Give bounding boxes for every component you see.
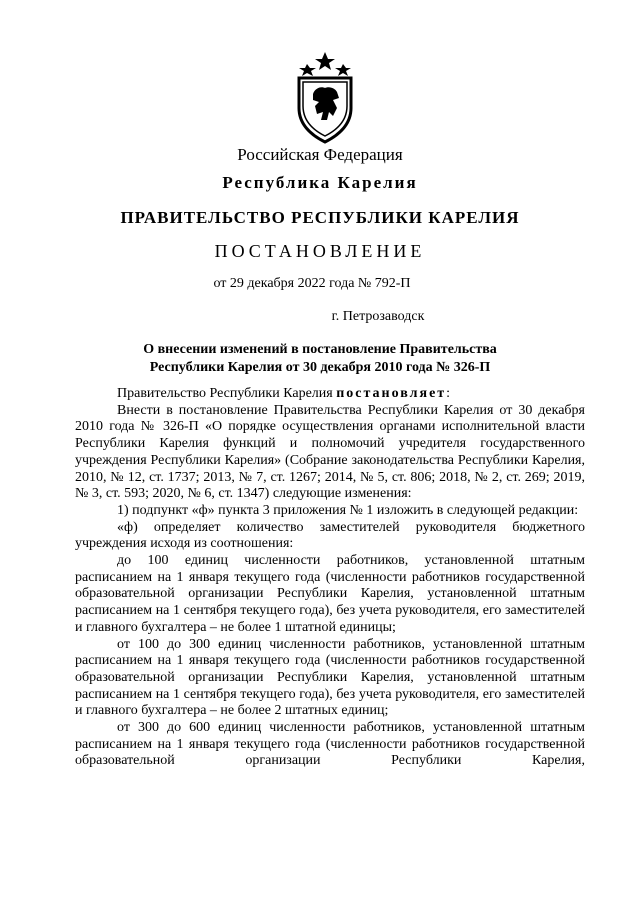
republic-name: Республика Карелия: [222, 173, 418, 192]
document-date-number: от 29 декабря 2022 года № 792-П: [213, 276, 411, 291]
country-name: Российская Федерация: [237, 145, 403, 164]
paragraph-1: Внести в постановление Правительства Республики Карелия от 30 декабря 2010 года № 326-П «О порядке осуществления органами исполнительной власти Республики Карелия функций и полномочий учредителя государственного учреждения Республики Карелия» (Собрание законодательства Республики Карелия, 2010, № 12, ст. 1737; 2013, № 7, ст. 1267; 2014, № 5, ст. 806; 2018, № 2, ст. 269; 2019, № 3, ст. 593; 2020, № 6, ст. 1347) следующие изменения:: [75, 402, 585, 502]
document-title: [52, 341, 588, 377]
document-city: г. Петрозаводск: [331, 309, 425, 324]
title-line-2: Республики Карелия от 30 декабря 2010 года № 326-П: [149, 360, 491, 375]
document-body: [75, 386, 585, 770]
karelia-coat-of-arms-icon: [293, 50, 357, 144]
resolution-paragraph: [75, 386, 585, 403]
resolution-suffix: :: [446, 386, 451, 401]
resolution-verb: постановляет: [336, 386, 447, 401]
title-line-1: О внесении изменений в постановление Правительства: [143, 342, 497, 357]
paragraph-3: «ф) определяет количество заместителей руководителя бюджетного учреждения исходя из соотношения:: [75, 519, 585, 552]
paragraph-2: 1) подпункт «ф» пункта 3 приложения № 1 изложить в следующей редакции:: [117, 502, 579, 518]
paragraph-4: до 100 единиц численности работников, установленной штатным расписанием на 1 января текущего года (численности работников государственной образовательной организации Республики Карелия, установленной штатным расписанием на 1 сентября текущего года), без учета руководителя, его заместителей и главного бухгалтера – не более 1 штатной единицы;: [75, 553, 585, 635]
government-name: ПРАВИТЕЛЬСТВО РЕСПУБЛИКИ КАРЕЛИЯ: [120, 208, 520, 227]
document-type: ПОСТАНОВЛЕНИЕ: [214, 241, 426, 261]
paragraph-6: от 300 до 600 единиц численности работников, установленной штатным расписанием на 1 января текущего года (численности работников государственной образовательной организации Республики Карелия,: [75, 720, 585, 769]
resolution-prefix: Правительство Республики Карелия: [117, 386, 337, 401]
paragraph-5: от 100 до 300 единиц численности работников, установленной штатным расписанием на 1 января текущего года (численности работников государственной образовательной организации Республики Карелия, установленной штатным расписанием на 1 сентября текущего года), без учета руководителя, его заместителей и главного бухгалтера – не более 2 штатных единиц;: [75, 636, 585, 719]
